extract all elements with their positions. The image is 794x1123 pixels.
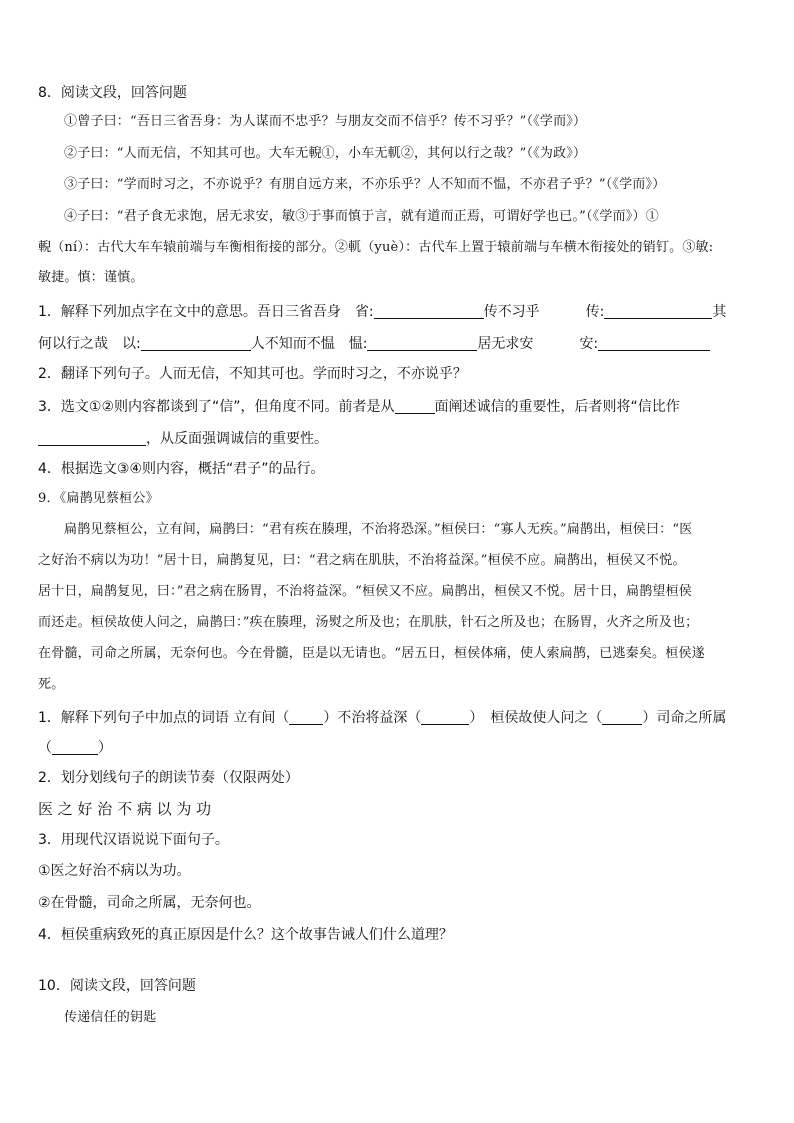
q8-sub1-prompt: 1．解释下列加点字在文中的意思。吾日三省吾身 省: (38, 304, 374, 320)
q8-sub3-prompt: 3．选文①②则内容都谈到了“信”，但角度不同。前者是从 (38, 399, 395, 415)
answer-blank[interactable] (374, 304, 484, 319)
q8-sub1-word4: 人不知而不愠 愠: (250, 336, 368, 352)
q8-sub3-line1 (38, 399, 680, 414)
q9-sub3: 3．用现代汉语说说下面句子。 (38, 832, 229, 848)
q9-sub3-item-2: ②在骨髓，司命之所属，无奈何也。 (38, 895, 261, 911)
q8-title: 8．阅读文段，回答问题 (38, 85, 187, 101)
answer-blank[interactable] (598, 336, 710, 351)
q9-sub2: 2．划分划线句子的朗读节奏（仅限两处） (38, 770, 299, 786)
q9-sub1-paren-close: ） (98, 740, 112, 756)
q8-sub1-word3-start: 其 (712, 304, 727, 320)
q10-title: 10．阅读文段，回答问题 (38, 978, 196, 994)
q9-text-line-1: 扁鹊见蔡桓公，立有间，扁鹊曰：“君有疾在腠理，不治将恐深。”桓侯曰：“寡人无疾。”扁鹊出，桓侯曰：“医 (64, 522, 693, 537)
answer-blank[interactable] (38, 431, 146, 446)
q9-text-line-2: 之好治不病以为功！”居十日，扁鹊复见，曰：“君之病在肌肤，不治将益深。”桓侯不应。扁鹊出，桓侯又不悦。 (38, 553, 686, 568)
q9-sub1-word4: ）司命之所属 (642, 710, 727, 726)
q8-sub1-label-an: 安: (579, 336, 599, 352)
q8-sub3-prompt-2: 面阐述诚信的重要性，后者则将“信比作 (434, 399, 680, 415)
q9-sub1-prompt: 1．解释下列句子中加点的词语 立有间（ (38, 710, 290, 726)
answer-blank[interactable] (602, 710, 642, 725)
q8-passage-3: ③子曰：“学而时习之，不亦说乎？有朋自远方来，不亦乐乎？人不知而不愠，不亦君子乎？”（《学而》） (64, 177, 666, 192)
q8-sub1-line1 (38, 304, 726, 319)
answer-blank[interactable] (367, 336, 477, 351)
q9-sub1-line1 (38, 710, 726, 725)
answer-blank[interactable] (421, 710, 469, 725)
answer-blank[interactable] (289, 710, 323, 725)
q9-text-line-4: 而还走。桓侯故使人问之，扁鹊曰：”疾在腠理，汤熨之所及也；在肌肤，针石之所及也；在肠胃，火齐之所及也； (38, 615, 699, 630)
q9-sub1-word3: ） 桓侯故使人问之（ (469, 710, 603, 726)
q9-title: 9．《扁鹊见蔡桓公》 (38, 491, 159, 506)
q8-sub3-prompt-3: ，从反面强调诚信的重要性。 (146, 431, 328, 447)
answer-blank[interactable] (141, 336, 251, 351)
q8-sub1-line2 (38, 336, 710, 351)
q8-sub1-word5: 居无求安 (477, 336, 534, 352)
q8-sub1-label-chuan: 传: (585, 304, 605, 320)
q8-note-line-2: 輗（ní）：古代大车车辕前端与车衡相衔接的部分。②軏（yuè）：古代车上置于辕前端与车横木衔接处的销钉。③敏: (38, 240, 714, 255)
q9-sub2-sentence: 医 之 好 治 不 病 以 为 功 (38, 800, 212, 818)
q8-passage-2: ②子曰：“人而无信，不知其可也。大车无輗①，小车无軏②，其何以行之哉？”（《为政》） (64, 146, 587, 161)
q8-passage-1: ①曾子曰：“吾日三省吾身：为人谋而不忠乎？与朋友交而不信乎？传不习乎？”（《学而》） (64, 114, 587, 129)
q8-passage-4: ④子曰：“君子食无求饱，居无求安，敏③于事而慎于言，就有道而正焉，可谓好学也已。”（《学而》）① (64, 209, 659, 224)
answer-blank[interactable] (604, 304, 712, 319)
q8-sub1-word2: 传不习乎 (483, 304, 540, 320)
q8-sub1-word3-rest: 何以行之哉 以: (38, 336, 141, 352)
q9-sub1-paren-open: （ (38, 740, 52, 756)
q9-text-line-6: 死。 (38, 677, 65, 692)
q10-subtitle: 传递信任的钥匙 (64, 1010, 157, 1025)
q8-sub4: 4．根据选文③④则内容，概括“君子”的品行。 (38, 461, 325, 477)
answer-blank[interactable] (52, 740, 98, 755)
q9-sub4: 4．桓侯重病致死的真正原因是什么？这个故事告诫人们什么道理？ (38, 927, 453, 943)
q8-sub2: 2．翻译下列句子。人而无信，不知其可也。学而时习之，不亦说乎？ (38, 366, 467, 382)
q9-sub1-line2 (38, 740, 112, 755)
q9-sub3-item-1: ①医之好治不病以为功。 (38, 863, 191, 879)
q9-text-line-3: 居十日，扁鹊复见，曰：”君之病在肠胃，不治将益深。“桓侯又不应。扁鹊出，桓侯又不悦。居十日，扁鹊望桓侯 (38, 584, 692, 599)
q8-sub3-line2 (38, 431, 328, 446)
q9-text-line-5: 在骨髓，司命之所属，无奈何也。今在骨髓，臣是以无请也。“居五日，桓侯体痛，使人索扁鹊，已逃秦矣。桓侯遂 (38, 646, 705, 661)
q9-sub1-word2: ）不治将益深（ (323, 710, 422, 726)
answer-blank[interactable] (395, 399, 435, 414)
q8-note-line-3: 敏捷。慎：谨慎。 (38, 270, 144, 285)
